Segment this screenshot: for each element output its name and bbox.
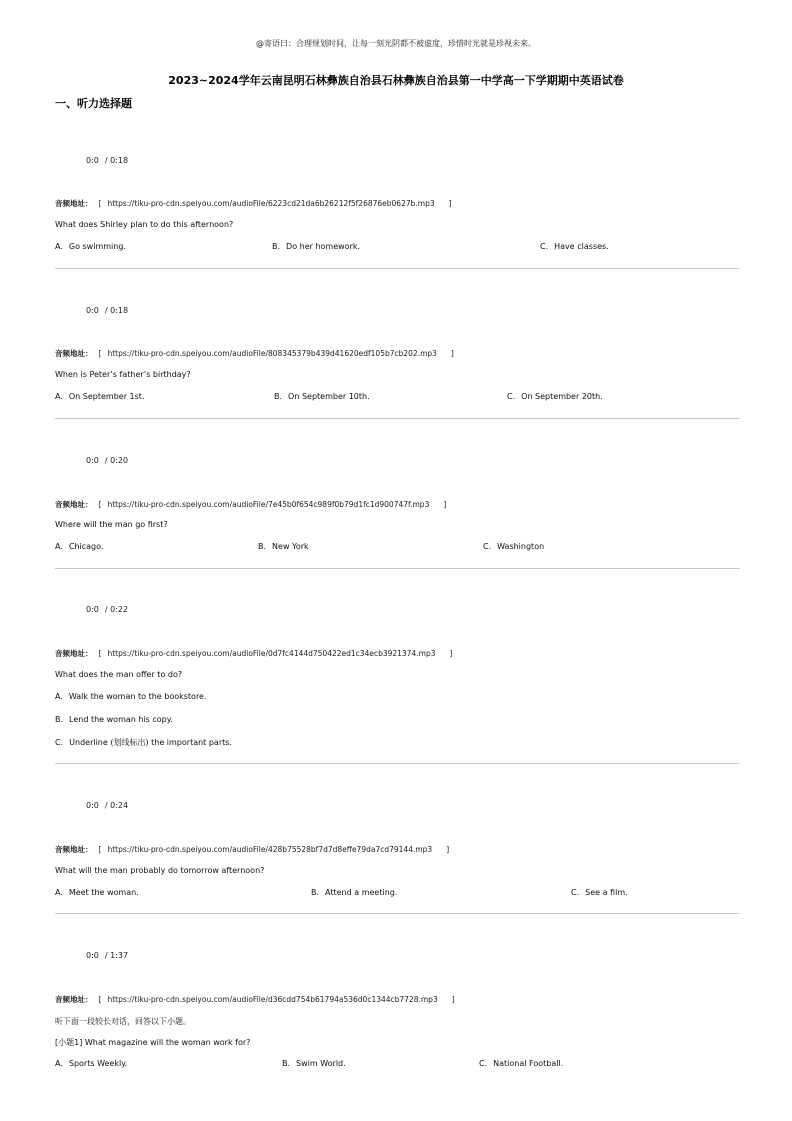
option-c[interactable]: C. National Football. — [479, 1059, 564, 1068]
divider — [55, 418, 740, 419]
option-b[interactable]: B. On September 10th. — [274, 392, 370, 401]
audio-total-time: / 0:18 — [104, 156, 129, 165]
bracket-open: [ — [98, 995, 102, 1004]
audio-current-time: 0:0 — [86, 456, 99, 465]
bracket-open: [ — [98, 349, 102, 358]
audio-url-link[interactable]: https://tiku-pro-cdn.speiyou.com/audioFile/d36cdd754b61794a536d0c1344cb7728.mp3 — [107, 995, 438, 1004]
audio-url-line — [55, 648, 452, 659]
bracket-close: ] — [449, 649, 453, 658]
audio-total-time: / 0:24 — [104, 801, 129, 810]
divider — [55, 568, 740, 569]
audio-url-link[interactable]: https://tiku-pro-cdn.speiyou.com/audioFile/7e45b0f654c989f0b79d1fc1d900747f.mp3 — [107, 500, 430, 509]
exam-title: 2023~2024学年云南昆明石林彝族自治县石林彝族自治县第一中学高一下学期期中英语试卷 — [168, 74, 624, 87]
audio-url-label: 音频地址： — [55, 845, 93, 854]
option-c[interactable]: C. Underline (划线标出) the important parts. — [55, 738, 232, 747]
audio-player[interactable] — [86, 306, 128, 315]
option-a[interactable]: A. Meet the woman. — [55, 888, 139, 897]
audio-total-time: / 0:22 — [104, 605, 129, 614]
option-c[interactable]: C. See a film. — [571, 888, 628, 897]
bracket-close: ] — [451, 995, 455, 1004]
audio-url-label: 音频地址： — [55, 500, 93, 509]
audio-url-line — [55, 348, 454, 359]
divider — [55, 268, 740, 269]
audio-total-time: / 0:18 — [104, 306, 129, 315]
audio-url-link[interactable]: https://tiku-pro-cdn.speiyou.com/audioFile/808345379b439d41620edf105b7cb202.mp3 — [107, 349, 437, 358]
audio-total-time: / 1:37 — [104, 951, 129, 960]
audio-url-label: 音频地址： — [55, 199, 93, 208]
option-b[interactable]: B. Attend a meeting. — [311, 888, 398, 897]
option-a[interactable]: A. On September 1st. — [55, 392, 145, 401]
bracket-open: [ — [98, 845, 102, 854]
audio-current-time: 0:0 — [86, 801, 99, 810]
question-text: What does the man offer to do? — [55, 670, 183, 679]
audio-current-time: 0:0 — [86, 306, 99, 315]
option-b[interactable]: B. Swim World. — [282, 1059, 346, 1068]
option-b[interactable]: B. Do her homework. — [272, 242, 361, 251]
audio-url-link[interactable]: https://tiku-pro-cdn.speiyou.com/audioFile/428b75528bf7d7d8effe79da7cd79144.mp3 — [107, 845, 433, 854]
audio-player[interactable] — [86, 951, 128, 960]
option-b[interactable]: B. Lend the woman his copy. — [55, 715, 173, 724]
motto-line: @寄语曰：合理规划时间，让每一刻光阴都不被虚度，珍惜时光就是珍视未来。 — [256, 39, 536, 48]
option-b[interactable]: B. New York — [258, 542, 309, 551]
option-c[interactable]: C. Have classes. — [540, 242, 609, 251]
bracket-close: ] — [450, 349, 454, 358]
audio-player[interactable] — [86, 456, 128, 465]
audio-url-line — [55, 994, 455, 1005]
audio-player[interactable] — [86, 605, 128, 614]
divider — [55, 913, 740, 914]
option-a[interactable]: A. Chicago. — [55, 542, 104, 551]
bracket-open: [ — [98, 649, 102, 658]
bracket-close: ] — [443, 500, 447, 509]
instruction-text: 听下面一段较长对话，回答以下小题。 — [55, 1017, 191, 1026]
audio-player[interactable] — [86, 801, 128, 810]
divider — [55, 763, 740, 764]
audio-url-label: 音频地址： — [55, 349, 93, 358]
question-text: Where will the man go first? — [55, 520, 168, 529]
audio-url-line — [55, 844, 449, 855]
question-text: What will the man probably do tomorrow afternoon? — [55, 866, 265, 875]
audio-current-time: 0:0 — [86, 605, 99, 614]
bracket-close: ] — [446, 845, 450, 854]
audio-url-label: 音频地址： — [55, 995, 93, 1004]
bracket-open: [ — [98, 199, 102, 208]
option-c[interactable]: C. Washington — [483, 542, 545, 551]
question-text: [小题1] What magazine will the woman work for? — [55, 1038, 251, 1047]
bracket-close: ] — [448, 199, 452, 208]
question-text: When is Peter’s father’s birthday? — [55, 370, 191, 379]
option-a[interactable]: A. Go swimming. — [55, 242, 126, 251]
audio-url-link[interactable]: https://tiku-pro-cdn.speiyou.com/audioFile/6223cd21da6b26212f5f26876eb0627b.mp3 — [107, 199, 435, 208]
audio-current-time: 0:0 — [86, 156, 99, 165]
audio-url-line — [55, 499, 446, 510]
audio-player[interactable] — [86, 156, 128, 165]
option-a[interactable]: A. Sports Weekly. — [55, 1059, 128, 1068]
bracket-open: [ — [98, 500, 102, 509]
question-text: What does Shirley plan to do this afternoon? — [55, 220, 234, 229]
audio-url-line — [55, 198, 452, 209]
section-heading: 一、听力选择题 — [55, 97, 132, 110]
audio-url-label: 音频地址： — [55, 649, 93, 658]
audio-url-link[interactable]: https://tiku-pro-cdn.speiyou.com/audioFile/0d7fc4144d750422ed1c34ecb3921374.mp3 — [107, 649, 436, 658]
option-a[interactable]: A. Walk the woman to the bookstore. — [55, 692, 207, 701]
audio-total-time: / 0:20 — [104, 456, 129, 465]
audio-current-time: 0:0 — [86, 951, 99, 960]
option-c[interactable]: C. On September 20th. — [507, 392, 603, 401]
